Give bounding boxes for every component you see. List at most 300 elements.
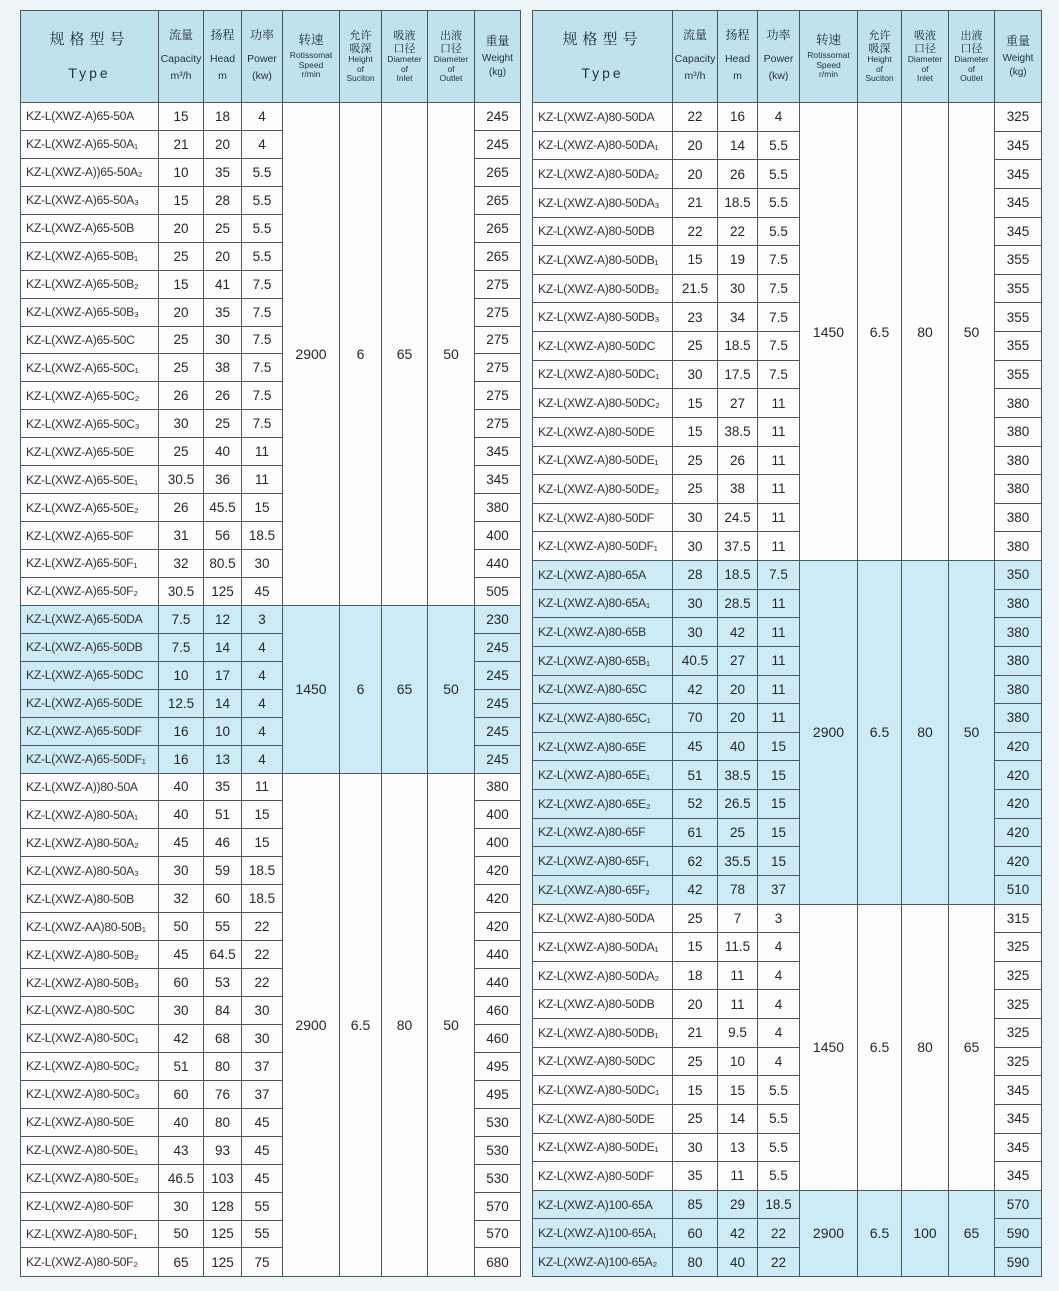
- cell-weight: 680: [475, 1248, 521, 1277]
- column-header-type-zh: 规格型号: [49, 31, 130, 49]
- cell-capacity: 30: [159, 410, 204, 438]
- cell-weight: 345: [995, 160, 1042, 189]
- cell-type: KZ-L(XWZ-A)80-50DA₂: [533, 160, 673, 189]
- cell-weight: 325: [995, 933, 1042, 962]
- cell-weight: 380: [995, 417, 1042, 446]
- cell-head: 26: [718, 160, 758, 189]
- cell-head: 18.5: [718, 188, 758, 217]
- cell-speed: 1450: [800, 103, 858, 561]
- cell-weight: 510: [995, 875, 1042, 904]
- cell-type: KZ-L(XWZ-A)80-65A: [533, 561, 673, 590]
- cell-weight: 345: [995, 1104, 1042, 1133]
- cell-suction: 6.5: [858, 561, 902, 905]
- cell-power: 5.5: [242, 214, 283, 242]
- cell-power: 11: [758, 503, 800, 532]
- column-header-suction: [340, 11, 382, 103]
- cell-capacity: 16: [159, 745, 204, 773]
- column-header-speed: [283, 11, 340, 103]
- cell-weight: 345: [995, 131, 1042, 160]
- cell-capacity: 62: [673, 847, 718, 876]
- column-header-speed: [800, 11, 858, 103]
- cell-capacity: 30: [673, 618, 718, 647]
- cell-weight: 530: [475, 1108, 521, 1136]
- cell-head: 38.5: [718, 761, 758, 790]
- cell-power: 11: [758, 532, 800, 561]
- cell-head: 80: [204, 1052, 242, 1080]
- column-header-outlet-zh: 口径: [440, 42, 462, 55]
- cell-head: 93: [204, 1136, 242, 1164]
- cell-power: 7.5: [242, 326, 283, 354]
- cell-capacity: 42: [159, 1024, 204, 1052]
- cell-inlet: 80: [902, 561, 949, 905]
- cell-outlet: 65: [949, 1190, 995, 1276]
- cell-capacity: 32: [159, 885, 204, 913]
- cell-capacity: 21.5: [673, 274, 718, 303]
- cell-weight: 380: [475, 773, 521, 801]
- cell-outlet: 50: [949, 561, 995, 905]
- cell-head: 28: [204, 186, 242, 214]
- cell-suction: 6: [340, 103, 382, 606]
- column-header-capacity-en: Capacity: [674, 53, 716, 66]
- column-header-capacity: [673, 11, 718, 103]
- cell-inlet: 80: [382, 773, 428, 1277]
- cell-type: KZ-L(XWZ-A)80-50C₃: [21, 1080, 159, 1108]
- cell-weight: 420: [995, 818, 1042, 847]
- cell-weight: 570: [475, 1220, 521, 1248]
- column-header-outlet: [428, 11, 475, 103]
- cell-weight: 355: [995, 332, 1042, 361]
- cell-weight: 345: [995, 1133, 1042, 1162]
- cell-power: 15: [758, 761, 800, 790]
- cell-power: 4: [758, 933, 800, 962]
- column-header-suction-en: Suciton: [865, 72, 894, 83]
- cell-head: 64.5: [204, 941, 242, 969]
- cell-power: 7.5: [242, 354, 283, 382]
- cell-head: 27: [718, 646, 758, 675]
- cell-type: KZ-L(XWZ-A)80-50DB: [533, 990, 673, 1019]
- cell-power: 4: [242, 130, 283, 158]
- cell-weight: 460: [475, 997, 521, 1025]
- cell-power: 22: [758, 1248, 800, 1277]
- cell-weight: 400: [475, 829, 521, 857]
- cell-capacity: 15: [159, 186, 204, 214]
- cell-type: KZ-L(XWZ-A)80-50C: [21, 997, 159, 1025]
- cell-head: 56: [204, 522, 242, 550]
- column-header-type-en: Type: [581, 65, 624, 82]
- cell-type: KZ-L(XWZ-A)65-50C₂: [21, 382, 159, 410]
- cell-power: 18.5: [758, 1190, 800, 1219]
- cell-weight: 275: [475, 382, 521, 410]
- cell-type: KZ-L(XWZ-A)65-50DA: [21, 605, 159, 633]
- cell-capacity: 7.5: [159, 633, 204, 661]
- cell-power: 7.5: [242, 270, 283, 298]
- cell-head: 15: [718, 1076, 758, 1105]
- cell-outlet: 50: [428, 103, 475, 606]
- cell-power: 4: [242, 633, 283, 661]
- cell-capacity: 60: [159, 969, 204, 997]
- cell-weight: 420: [995, 761, 1042, 790]
- column-header-suction-en: Height: [348, 54, 373, 65]
- cell-power: 7.5: [758, 303, 800, 332]
- cell-power: 11: [758, 389, 800, 418]
- cell-head: 25: [718, 818, 758, 847]
- cell-head: 42: [718, 1219, 758, 1248]
- cell-weight: 570: [995, 1190, 1042, 1219]
- cell-head: 80.5: [204, 550, 242, 578]
- cell-type: KZ-L(XWZ-A)80-50DA₁: [533, 933, 673, 962]
- column-header-weight-en: (kg): [488, 66, 507, 78]
- cell-weight: 380: [995, 389, 1042, 418]
- cell-weight: 420: [475, 857, 521, 885]
- cell-power: 11: [242, 773, 283, 801]
- column-header-suction-zh: 吸深: [868, 42, 891, 55]
- column-header-head-zh: 扬程: [725, 28, 750, 43]
- cell-outlet: 50: [428, 605, 475, 773]
- cell-capacity: 40: [159, 1108, 204, 1136]
- cell-capacity: 25: [159, 354, 204, 382]
- cell-weight: 345: [475, 466, 521, 494]
- cell-capacity: 16: [159, 717, 204, 745]
- cell-weight: 345: [995, 1076, 1042, 1105]
- cell-type: KZ-L(XWZ-A)80-50DE₁: [533, 446, 673, 475]
- cell-power: 15: [758, 732, 800, 761]
- spec-row: [533, 561, 1042, 590]
- cell-power: 15: [242, 829, 283, 857]
- cell-power: 7.5: [758, 561, 800, 590]
- cell-weight: 400: [475, 801, 521, 829]
- cell-capacity: 21: [159, 130, 204, 158]
- cell-capacity: 61: [673, 818, 718, 847]
- cell-capacity: 42: [673, 875, 718, 904]
- column-header-head-en: m: [218, 70, 227, 82]
- pump-spec-table-left: [20, 10, 521, 1277]
- cell-power: 30: [242, 997, 283, 1025]
- cell-type: KZ-L(XWZ-A)65-50DC: [21, 661, 159, 689]
- spec-row: [533, 103, 1042, 132]
- cell-power: 45: [242, 1164, 283, 1192]
- cell-power: 15: [758, 818, 800, 847]
- cell-power: 4: [758, 1047, 800, 1076]
- column-header-inlet-en: Inlet: [396, 72, 413, 83]
- cell-capacity: 12.5: [159, 689, 204, 717]
- cell-type: KZ-L(XWZ-A)80-50DB: [533, 217, 673, 246]
- cell-weight: 245: [475, 717, 521, 745]
- cell-weight: 380: [995, 704, 1042, 733]
- cell-type: KZ-L(XWZ-A)80-50DC₂: [533, 389, 673, 418]
- cell-head: 11.5: [718, 933, 758, 962]
- column-header-head: [718, 11, 758, 103]
- cell-head: 11: [718, 990, 758, 1019]
- column-header-capacity-zh: 流量: [682, 28, 707, 43]
- cell-head: 26.5: [718, 790, 758, 819]
- cell-power: 4: [242, 689, 283, 717]
- cell-weight: 495: [475, 1080, 521, 1108]
- cell-head: 42: [718, 618, 758, 647]
- column-header-outlet-zh: 口径: [960, 42, 983, 55]
- cell-head: 18.5: [718, 561, 758, 590]
- column-header-outlet-en: Outlet: [439, 72, 463, 83]
- cell-capacity: 25: [159, 326, 204, 354]
- cell-power: 55: [242, 1192, 283, 1220]
- cell-type: KZ-L(XWZ-A)80-65E₂: [533, 790, 673, 819]
- cell-type: KZ-L(XWZ-A)80-50E₁: [21, 1136, 159, 1164]
- cell-capacity: 30.5: [159, 466, 204, 494]
- cell-weight: 380: [995, 503, 1042, 532]
- cell-type: KZ-L(XWZ-A)80-50F: [21, 1192, 159, 1220]
- cell-power: 15: [242, 801, 283, 829]
- cell-head: 18: [204, 103, 242, 131]
- cell-head: 10: [204, 717, 242, 745]
- cell-head: 38: [718, 475, 758, 504]
- column-header-inlet-zh: 口径: [393, 42, 416, 55]
- column-header-suction-zh: 允许: [349, 30, 372, 43]
- cell-power: 11: [758, 704, 800, 733]
- cell-capacity: 15: [673, 1076, 718, 1105]
- cell-capacity: 15: [159, 103, 204, 131]
- column-header-outlet-en: Diameter: [433, 54, 469, 65]
- cell-weight: 245: [475, 103, 521, 131]
- cell-type: KZ-L(XWZ-A)80-65B₁: [533, 646, 673, 675]
- cell-inlet: 65: [382, 605, 428, 773]
- cell-head: 24.5: [718, 503, 758, 532]
- cell-head: 13: [204, 745, 242, 773]
- cell-head: 35: [204, 298, 242, 326]
- cell-type: KZ-L(XWZ-A)80-50DA: [533, 904, 673, 933]
- cell-weight: 420: [995, 847, 1042, 876]
- cell-capacity: 25: [673, 332, 718, 361]
- spec-row: [21, 605, 521, 633]
- cell-power: 15: [758, 790, 800, 819]
- cell-type: KZ-L(XWZ-A)80-65C: [533, 675, 673, 704]
- column-header-suction-zh: 吸深: [349, 42, 372, 55]
- cell-suction: 6.5: [858, 1190, 902, 1276]
- spec-row: [21, 103, 521, 131]
- cell-type: KZ-L(XWZ-A)80-50F₁: [21, 1220, 159, 1248]
- cell-weight: 400: [475, 522, 521, 550]
- cell-weight: 345: [995, 217, 1042, 246]
- cell-suction: 6: [340, 605, 382, 773]
- cell-weight: 245: [475, 633, 521, 661]
- cell-outlet: 50: [428, 773, 475, 1277]
- cell-capacity: 20: [673, 990, 718, 1019]
- cell-power: 22: [242, 913, 283, 941]
- cell-head: 19: [718, 246, 758, 275]
- cell-type: KZ-L(XWZ-A)80-50DC₁: [533, 1076, 673, 1105]
- cell-type: KZ-L(XWZ-A)65-50E₁: [21, 466, 159, 494]
- column-header-power: [242, 11, 283, 103]
- cell-power: 11: [758, 446, 800, 475]
- cell-capacity: 52: [673, 790, 718, 819]
- cell-type: KZ-L(XWZ-A)80-65E: [533, 732, 673, 761]
- cell-head: 18.5: [718, 332, 758, 361]
- cell-power: 5.5: [242, 242, 283, 270]
- cell-power: 15: [758, 847, 800, 876]
- cell-type: KZ-L(XWZ-A)80-50B₃: [21, 969, 159, 997]
- cell-power: 5.5: [758, 188, 800, 217]
- column-header-outlet-en: Outlet: [960, 72, 983, 83]
- cell-type: KZ-L(XWZ-A)80-50DC: [533, 1047, 673, 1076]
- cell-type: KZ-L(XWZ-A)80-50DF: [533, 503, 673, 532]
- column-header-inlet-zh: 吸液: [393, 30, 416, 43]
- cell-capacity: 20: [673, 160, 718, 189]
- column-header-suction-en: of: [356, 63, 365, 74]
- cell-capacity: 30.5: [159, 577, 204, 605]
- cell-weight: 265: [475, 158, 521, 186]
- cell-head: 45.5: [204, 494, 242, 522]
- cell-type: KZ-L(XWZ-A)80-50DA₂: [533, 961, 673, 990]
- cell-head: 35: [204, 158, 242, 186]
- column-header-capacity-en: Capacity: [160, 53, 202, 66]
- cell-head: 16: [718, 103, 758, 132]
- cell-capacity: 20: [159, 298, 204, 326]
- cell-capacity: 70: [673, 704, 718, 733]
- cell-speed: 2900: [283, 773, 340, 1277]
- cell-weight: 325: [995, 990, 1042, 1019]
- cell-power: 30: [242, 1024, 283, 1052]
- cell-head: 29: [718, 1190, 758, 1219]
- cell-head: 7: [718, 904, 758, 933]
- cell-power: 4: [758, 1019, 800, 1048]
- cell-head: 20: [718, 675, 758, 704]
- cell-head: 51: [204, 801, 242, 829]
- cell-power: 11: [758, 618, 800, 647]
- cell-head: 125: [204, 577, 242, 605]
- cell-capacity: 25: [673, 475, 718, 504]
- cell-inlet: 65: [382, 103, 428, 606]
- cell-type: KZ-L(XWZ-A)80-50DF₁: [533, 532, 673, 561]
- cell-weight: 380: [995, 618, 1042, 647]
- column-header-outlet-zh: 出液: [440, 30, 462, 43]
- cell-head: 10: [718, 1047, 758, 1076]
- cell-type: KZ-L(XWZ-A)65-50C: [21, 326, 159, 354]
- cell-power: 55: [242, 1220, 283, 1248]
- cell-head: 26: [718, 446, 758, 475]
- cell-speed: 2900: [800, 561, 858, 905]
- cell-type: KZ-L(XWZ-A)65-50A₁: [21, 130, 159, 158]
- cell-power: 7.5: [242, 382, 283, 410]
- cell-type: KZ-L(XWZ-A)80-50DE₂: [533, 475, 673, 504]
- cell-weight: 590: [995, 1248, 1042, 1277]
- column-header-suction-en: of: [875, 63, 884, 74]
- cell-power: 22: [758, 1219, 800, 1248]
- cell-outlet: 65: [949, 904, 995, 1190]
- cell-type: KZ-L(XWZ-A)80-50DE: [533, 1104, 673, 1133]
- cell-power: 45: [242, 1136, 283, 1164]
- cell-head: 103: [204, 1164, 242, 1192]
- cell-type: KZ-L(XWZ-A)80-50A₂: [21, 829, 159, 857]
- cell-weight: 275: [475, 270, 521, 298]
- cell-capacity: 51: [673, 761, 718, 790]
- cell-power: 4: [242, 661, 283, 689]
- cell-capacity: 30: [673, 532, 718, 561]
- cell-type: KZ-L(XWZ-A)80-65F₂: [533, 875, 673, 904]
- cell-capacity: 25: [673, 1047, 718, 1076]
- cell-weight: 460: [475, 1024, 521, 1052]
- pump-spec-table-right: [532, 10, 1042, 1277]
- cell-weight: 590: [995, 1219, 1042, 1248]
- cell-weight: 230: [475, 605, 521, 633]
- column-header-inlet-en: Diameter: [907, 54, 943, 65]
- cell-head: 14: [204, 633, 242, 661]
- cell-capacity: 35: [673, 1162, 718, 1191]
- cell-type: KZ-L(XWZ-A)80-50DE₁: [533, 1133, 673, 1162]
- column-header-speed-en: Speed: [816, 59, 841, 70]
- cell-power: 45: [242, 1108, 283, 1136]
- column-header-inlet: [382, 11, 428, 103]
- cell-head: 128: [204, 1192, 242, 1220]
- cell-power: 5.5: [758, 1162, 800, 1191]
- cell-head: 30: [204, 326, 242, 354]
- cell-type: KZ-L(XWZ-A)80-50DA: [533, 103, 673, 132]
- cell-capacity: 15: [673, 389, 718, 418]
- cell-type: KZ-L(XWZ-A)80-50A₃: [21, 857, 159, 885]
- cell-capacity: 30: [673, 1133, 718, 1162]
- cell-capacity: 25: [673, 904, 718, 933]
- column-header-speed-en: Rotissomat: [807, 50, 850, 61]
- cell-power: 11: [758, 675, 800, 704]
- cell-capacity: 32: [159, 550, 204, 578]
- cell-type: KZ-L(XWZ-A)80-50DE: [533, 417, 673, 446]
- cell-head: 28.5: [718, 589, 758, 618]
- cell-head: 68: [204, 1024, 242, 1052]
- cell-head: 60: [204, 885, 242, 913]
- cell-weight: 265: [475, 214, 521, 242]
- cell-type: KZ-L(XWZ-A)65-50A₃: [21, 186, 159, 214]
- cell-type: KZ-L(XWZ-A)80-65F: [533, 818, 673, 847]
- cell-power: 7.5: [758, 274, 800, 303]
- cell-weight: 345: [995, 188, 1042, 217]
- column-header-inlet-en: of: [400, 63, 409, 74]
- cell-weight: 355: [995, 303, 1042, 332]
- cell-weight: 245: [475, 689, 521, 717]
- cell-head: 34: [718, 303, 758, 332]
- cell-power: 3: [242, 605, 283, 633]
- column-header-type: [21, 11, 159, 103]
- cell-capacity: 30: [673, 503, 718, 532]
- cell-head: 22: [718, 217, 758, 246]
- cell-power: 4: [242, 745, 283, 773]
- cell-head: 125: [204, 1248, 242, 1277]
- cell-weight: 380: [995, 475, 1042, 504]
- cell-head: 36: [204, 466, 242, 494]
- cell-capacity: 20: [159, 214, 204, 242]
- column-header-suction-en: Suciton: [346, 72, 375, 83]
- cell-power: 11: [758, 646, 800, 675]
- column-header-power-en: (kw): [252, 70, 272, 82]
- cell-capacity: 26: [159, 382, 204, 410]
- cell-type: KZ-L(XWZ-A)80-50E: [21, 1108, 159, 1136]
- cell-type: KZ-L(XWZ-A)65-50E₂: [21, 494, 159, 522]
- column-header-speed-en: r/min: [301, 69, 321, 80]
- cell-capacity: 30: [159, 997, 204, 1025]
- column-header-suction: [858, 11, 902, 103]
- spec-row: [533, 1190, 1042, 1219]
- cell-power: 5.5: [242, 186, 283, 214]
- cell-capacity: 80: [673, 1248, 718, 1277]
- cell-power: 5.5: [758, 1076, 800, 1105]
- cell-power: 11: [758, 417, 800, 446]
- cell-weight: 380: [475, 494, 521, 522]
- cell-power: 4: [242, 717, 283, 745]
- cell-head: 59: [204, 857, 242, 885]
- column-header-weight-zh: 重量: [1005, 34, 1030, 48]
- cell-power: 37: [758, 875, 800, 904]
- cell-type: KZ-L(XWZ-A)65-50E: [21, 438, 159, 466]
- cell-type: KZ-L(XWZ-A)80-50DA₃: [533, 188, 673, 217]
- column-header-speed-zh: 转速: [298, 33, 324, 48]
- column-header-power-en: Power: [247, 53, 277, 66]
- cell-type: KZ-L(XWZ-A)65-50DF₁: [21, 745, 159, 773]
